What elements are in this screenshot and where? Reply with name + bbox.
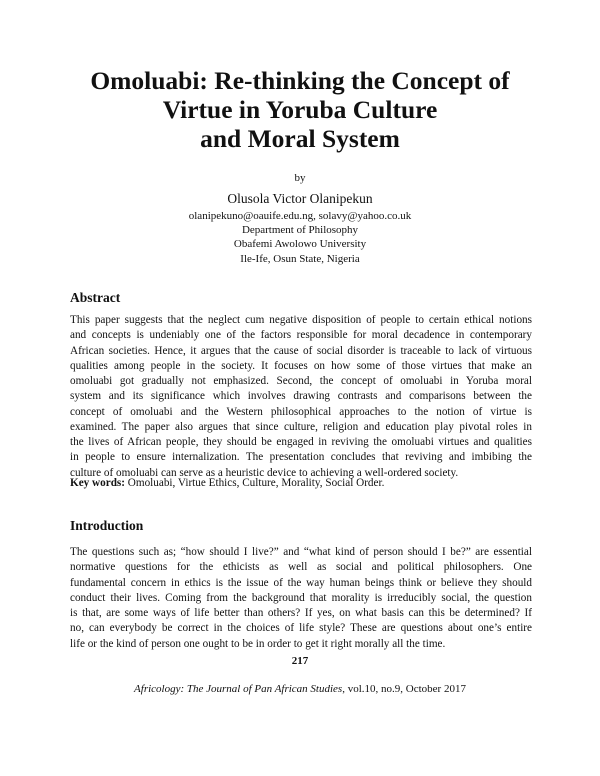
introduction-line: no, can everybody be correct in the choices of life style? These are questions about one’s entire — [70, 622, 532, 635]
abstract-line: and concepts is undeniably one of the factors responsible for moral decadence in contemporary — [70, 329, 532, 342]
keywords-label: Key words: — [70, 477, 125, 489]
title-line-1: Omoluabi: Re-thinking the Concept of — [90, 66, 510, 95]
introduction-line: fundamental concern in ethics is the issue of the way human beings think or believe they should — [70, 576, 532, 589]
author-location: Ile-Ife, Osun State, Nigeria — [240, 252, 360, 265]
introduction-line: normative questions for the ethicists as well as social and political philosophers. One — [70, 561, 532, 574]
journal-name: Africology: The Journal of Pan African Studies — [134, 683, 343, 695]
title-line-3: and Moral System — [200, 124, 400, 153]
abstract-line: in people to ensure internalization. The presentation concludes that reviving and imbibing the — [70, 451, 532, 464]
abstract-body — [70, 313, 532, 481]
keywords-text: Omoluabi, Virtue Ethics, Culture, Morality, Social Order. — [127, 477, 385, 489]
abstract-line: culture of omoluabi can serve as a heuristic device to achieving a well-ordered society. — [70, 466, 459, 479]
abstract-line: African societies. Hence, it argues that the cause of social disorder is traceable to lack of virtuous — [70, 344, 532, 357]
title-line-2: Virtue in Yoruba Culture — [162, 95, 438, 124]
journal-issue: , vol.10, no.9, October 2017 — [342, 683, 466, 695]
author-email: olanipekuno@oauife.edu.ng, solavy@yahoo.co.uk — [188, 210, 412, 222]
introduction-heading: Introduction — [70, 518, 144, 533]
author-university: Obafemi Awolowo University — [233, 238, 367, 251]
keywords-line — [70, 477, 384, 489]
author-department: Department of Philosophy — [241, 224, 359, 237]
author-affiliation — [0, 209, 600, 266]
introduction-line: conduct their lives. Coming from the background that morality is irreducibly social, the question — [70, 591, 532, 604]
paper-title — [0, 66, 600, 153]
abstract-line: qualities among people in the society. It focuses on how some of those virtues that make an — [70, 359, 532, 372]
abstract-line: system and its significance which involves drawing contrasts and comparisons between the — [70, 390, 532, 403]
introduction-line: is that, are some ways of life better than others? If yes, on what basis can this be determined? If — [70, 607, 532, 619]
by-label: by — [294, 172, 306, 184]
author-name: Olusola Victor Olanipekun — [227, 191, 373, 206]
abstract-line: This paper suggests that the neglect cum negative disposition of people to certain ethical notions — [70, 314, 532, 326]
introduction-line: The questions such as; “how should I live?” and “what kind of person should I be?” are essential — [70, 546, 532, 558]
abstract-line: omoluabi got gradually not emphasized. Second, the concept of omoluabi in Yoruba moral — [70, 375, 532, 387]
page-number: 217 — [291, 655, 309, 667]
abstract-line: examined. The paper also argues that since culture, religion and education play pivotal roles in — [70, 420, 532, 433]
abstract-line: concept of omoluabi and the Western philosophical approaches to the notion of virtue is — [70, 405, 532, 418]
abstract-heading: Abstract — [70, 290, 121, 305]
abstract-line: the lives of African people, they should be engaged in reviving the omoluabi virtues and qualities — [70, 436, 532, 448]
journal-footer — [0, 683, 600, 695]
introduction-body — [70, 545, 532, 652]
introduction-line: life or the kind of person one ought to be in order to get it right morally all the time. — [70, 637, 446, 650]
